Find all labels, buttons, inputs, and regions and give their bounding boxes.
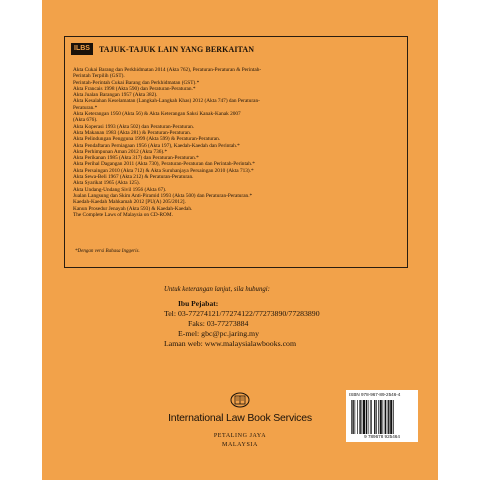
barcode-bar (385, 400, 386, 434)
back-cover (42, 0, 438, 480)
list-item: Akta Perihal Dagangan 2011 (Akta 730), Peraturan-Peraturan dan Perintah-Perintah.* (73, 161, 255, 168)
isbn-text: ISBN 978-967-89-2546-4 (349, 392, 401, 397)
barcode-bar (357, 400, 358, 434)
barcode-bar (393, 400, 394, 434)
barcode-bar (359, 400, 360, 434)
list-item: Akta Jualan Barangan 1957 (Akta 382). (73, 92, 158, 99)
barcode-bar (352, 400, 353, 434)
list-item: Akta Pelindungan Pengguna 1999 (Akta 599) & Peraturan-Peraturan. (73, 136, 221, 143)
barcode-bar (370, 400, 371, 434)
ilbs-logo: ILBS (71, 43, 93, 55)
list-item: Perintah-Perintah Cukai Barang dan Perkhidmatan (GST).* (73, 79, 200, 86)
list-item: Akta Sewa-Beli 1967 (Akta 212) & Peraturan-Peraturan. (73, 174, 194, 181)
list-item: Akta Francais 1998 (Akta 590) dan Peraturan-Peraturan.* (73, 85, 196, 92)
publisher-name: International Law Book Services (168, 412, 312, 424)
barcode-bar (374, 400, 375, 434)
list-item: Akta Makanan 1983 (Akta 281) & Peraturan-Peraturan. (73, 129, 192, 136)
publisher-city: PETALING JAYA (213, 433, 267, 439)
list-item: Akta Syarikat 1965 (Akta 125). (73, 180, 140, 187)
list-item: Akta Perikanan 1985 (Akta 317) dan Peraturan-Peraturan.* (73, 155, 199, 162)
contact-intro: Untuk keterangan lanjut, sila hubungi: (164, 286, 270, 293)
barcode-bar (383, 400, 384, 434)
list-item: Akta Koperasi 1993 (Akta 502) dan Peraturan-Peraturan. (73, 123, 195, 130)
barcode-bar (387, 400, 388, 434)
list-item: Akta Kesalahan Keselamatan (Langkah-Langkah Khas) 2012 (Akta 747) dan Peraturan- (73, 98, 260, 105)
isbn-barcode (346, 390, 418, 442)
barcode-bar (376, 400, 377, 434)
barcode-number: 9 789678 925464 (364, 434, 400, 439)
barcode-bar (355, 400, 356, 434)
english-version-note: *Dengan versi Bahasa Inggeris. (75, 249, 140, 254)
barcode-bar (351, 400, 352, 434)
website-line: Laman web: www.malaysialawbooks.com (164, 339, 297, 348)
list-item: Akta Pendaftaran Perniagaan 1956 (Akta 197), Kaedah-Kaedah dan Perintah.* (73, 142, 240, 149)
law-book-emblem-icon (230, 392, 250, 408)
list-item: Akta Keterangan 1950 (Akta 56) & Akta Keterangan Saksi Kanak-Kanak 2007 (73, 111, 241, 118)
publisher-country: MALAYSIA (222, 442, 258, 448)
box-title: TAJUK-TAJUK LAIN YANG BERKAITAN (98, 44, 255, 54)
list-item: Akta Persaingan 2010 (Akta 712) & Akta Suruhanjaya Persaingan 2010 (Akta 713).* (73, 167, 254, 174)
barcode-bar (380, 400, 382, 434)
box-header (71, 43, 254, 55)
list-item: Akta Perhimpunan Aman 2012 (Akta 736).* (73, 148, 168, 155)
barcode-bar (363, 400, 365, 434)
email-line: E-mel: gbc@pc.jaring.my (178, 329, 260, 338)
list-item: Perintah Terpilih (GST). (73, 73, 125, 80)
barcode-bar (362, 400, 363, 434)
list-item: Kanun Prosedur Jenayah (Akta 593) & Kaedah-Kaedah. (73, 205, 193, 212)
related-titles-list (73, 67, 403, 218)
fax-line: Faks: 03-77273884 (188, 319, 249, 328)
list-item: (Akta 676). (73, 117, 98, 124)
related-titles-box (64, 36, 408, 268)
list-item: Jualan Langsung dan Skim Anti-Piramid 1993 (Akta 500) dan Peraturan-Peraturan.* (73, 192, 253, 199)
barcode-bar (378, 400, 379, 434)
barcode-bar (368, 400, 369, 434)
telephone-line: Tel: 03-77274121/77274122/77273890/77283890 (164, 309, 320, 318)
head-office-label: Ibu Pejabat: (178, 299, 219, 308)
barcode-bar (388, 400, 389, 434)
barcode-bars-icon (351, 400, 413, 434)
contact-block (164, 286, 424, 349)
list-item: Akta Undang-Undang Sivil 1956 (Akta 67). (73, 186, 167, 193)
list-item: The Complete Laws of Malaysia on CD-ROM. (73, 211, 173, 218)
list-item: Akta Cukai Barang dan Perkhidmatan 2014 (Akta 762), Peraturan-Peraturan & Perintah- (73, 67, 262, 73)
list-item: Peraturan.* (73, 104, 98, 111)
barcode-bar (371, 400, 372, 434)
list-item: Kaedah-Kaedah Mahkamah 2012 [PU(A) 205/2012]. (73, 199, 186, 206)
barcode-bar (366, 400, 367, 434)
barcode-bar (390, 400, 392, 434)
